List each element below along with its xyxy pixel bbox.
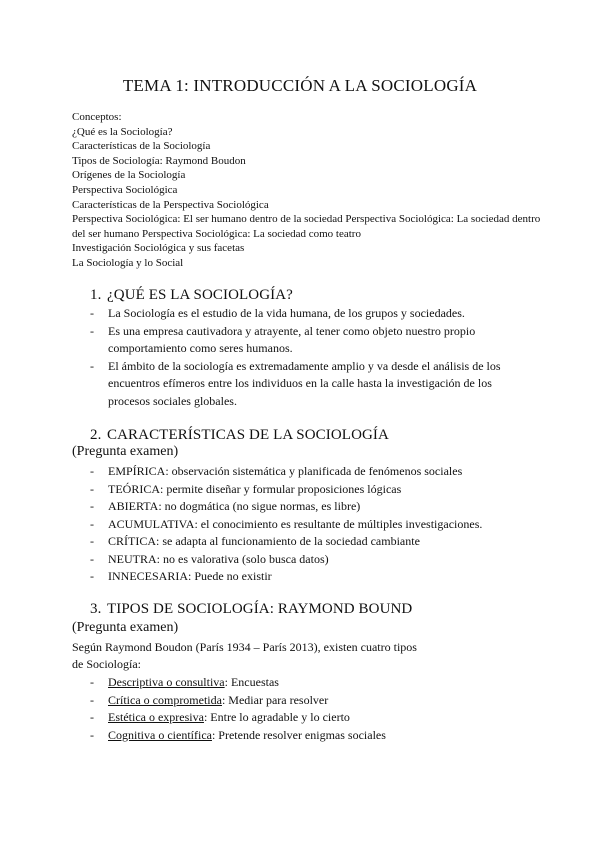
section-2-bullets: [90, 463, 530, 586]
list-item: - Es una empresa cautivadora y atrayente, al tener como objeto nuestro propio comportamiento como seres humanos.: [90, 323, 530, 358]
sociology-type-desc: : Mediar para resolver: [221, 692, 329, 707]
concept-item: La Sociología y lo Social: [72, 256, 184, 269]
concept-item: Perspectiva Sociológica: [72, 183, 178, 196]
section-number: 1.: [90, 287, 102, 303]
concepts-heading: Conceptos:: [72, 111, 122, 123]
concept-item: Investigación Sociológica y sus facetas: [72, 242, 245, 255]
list-item: [90, 674, 530, 692]
concept-item: Características de la Sociología: [72, 140, 211, 153]
concept-item: Orígenes de la Sociología: [72, 169, 186, 182]
section-number: 3.: [90, 601, 102, 617]
section-1-title: [90, 287, 293, 304]
sociology-type-term: Cognitiva o científica: [108, 727, 212, 742]
section-3-subtitle: (Pregunta examen): [72, 620, 179, 635]
section-2-subtitle: (Pregunta examen): [72, 444, 179, 459]
page-title: TEMA 1: INTRODUCCIÓN A LA SOCIOLOGÍA: [122, 76, 478, 95]
concept-item: Perspectiva Sociológica: El ser humano dentro de la sociedad Perspectiva Sociológica: La sociedad dentro del ser humano Perspectiva Sociológica: La sociedad como teatro: [72, 213, 541, 240]
sociology-type-term: Descriptiva o consultiva: [108, 675, 225, 689]
list-item: [90, 727, 530, 745]
section-3-intro: Según Raymond Boudon (París 1934 – París 2013), existen cuatro tipos de Sociología:: [72, 640, 417, 671]
list-item: - INNECESARIA: Puede no existir: [90, 568, 530, 586]
section-number: 2.: [90, 427, 102, 443]
concept-item: ¿Qué es la Sociología?: [72, 125, 173, 138]
sociology-type-desc: : Pretende resolver enigmas sociales: [211, 727, 386, 742]
sociology-type-desc: : Entre lo agradable y lo cierto: [203, 710, 350, 724]
concept-item: Características de la Perspectiva Sociológica: [72, 198, 269, 211]
list-item: - EMPÍRICA: observación sistemática y planificada de fenómenos sociales: [90, 463, 530, 481]
sociology-type-term: Crítica o comprometida: [108, 692, 222, 707]
list-item: - NEUTRA: no es valorativa (solo busca datos): [90, 551, 530, 569]
list-item: [90, 692, 530, 710]
list-item: - ABIERTA: no dogmática (no sigue normas, es libre): [90, 498, 530, 516]
concept-item: Tipos de Sociología: Raymond Boudon: [72, 154, 246, 167]
section-heading: ¿QUÉ ES LA SOCIOLOGÍA?: [107, 287, 293, 303]
section-1-bullets: [90, 305, 530, 410]
section-heading: TIPOS DE SOCIOLOGÍA: RAYMOND BOUND: [107, 601, 413, 617]
section-3-title: [90, 601, 412, 618]
list-item: - El ámbito de la sociología es extremadamente amplio y va desde el análisis de los encuentros efímeros entre los individuos en la calle hasta la investigación de los procesos sociales globales.: [90, 358, 530, 411]
section-heading: CARACTERÍSTICAS DE LA SOCIOLOGÍA: [107, 427, 389, 443]
list-item: - La Sociología es el estudio de la vida humana, de los grupos y sociedades.: [90, 305, 530, 323]
section-2-title: [90, 427, 389, 444]
concepts-list: [72, 110, 542, 271]
list-item: [90, 709, 530, 727]
list-item: - CRÍTICA: se adapta al funcionamiento de la sociedad cambiante: [90, 533, 530, 551]
list-item: - ACUMULATIVA: el conocimiento es resultante de múltiples investigaciones.: [90, 516, 530, 534]
sociology-type-term: Estética o expresiva: [108, 710, 204, 724]
section-3-bullets: [90, 674, 530, 744]
sociology-type-desc: : Encuestas: [224, 675, 279, 689]
list-item: - TEÓRICA: permite diseñar y formular proposiciones lógicas: [90, 481, 530, 499]
